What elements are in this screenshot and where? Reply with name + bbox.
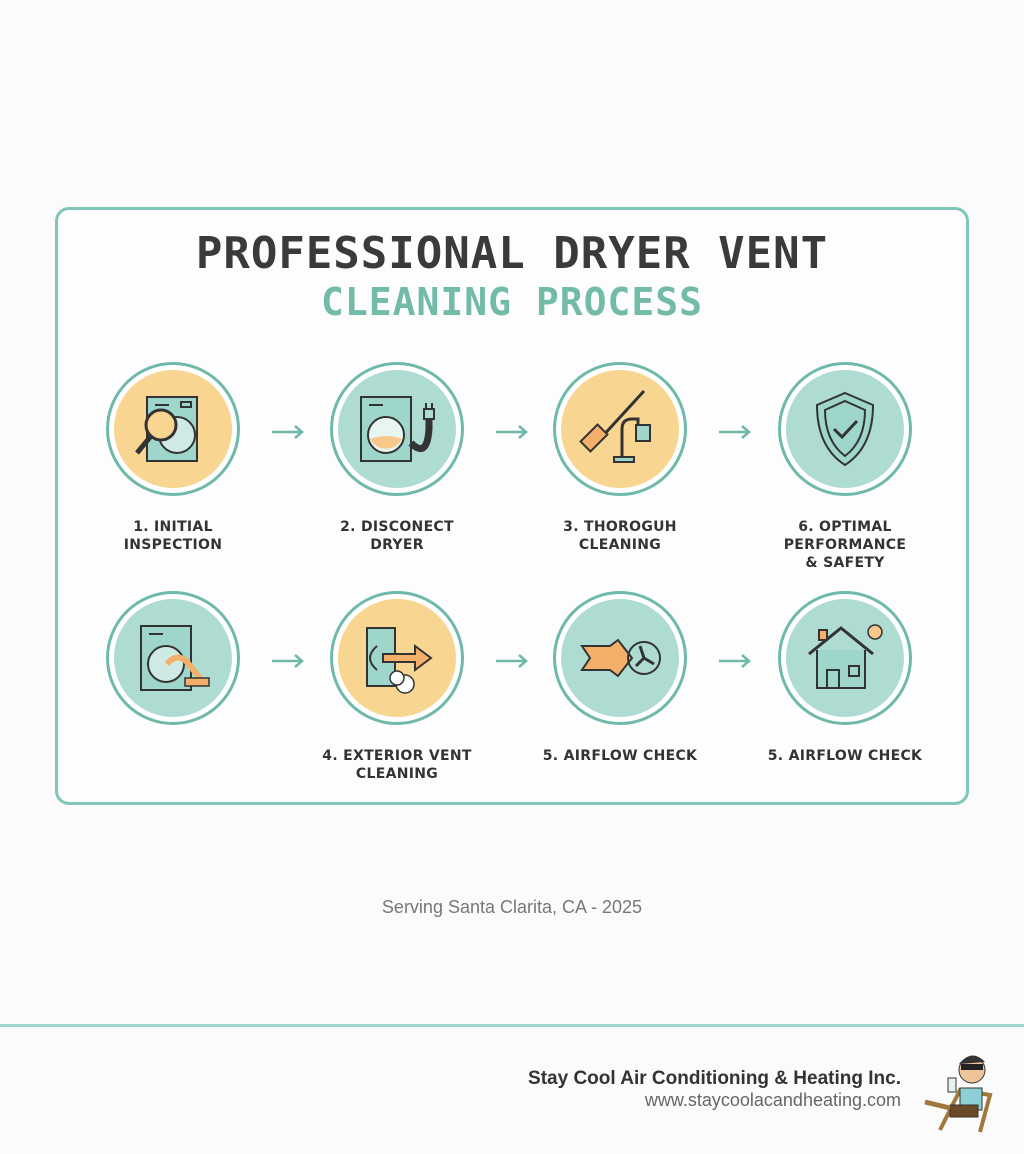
step-label (297, 747, 497, 783)
serving-text: Serving Santa Clarita, CA - 2025 (381, 897, 643, 917)
step-circle (106, 362, 240, 496)
step-label-line: PERFORMANCE (783, 537, 907, 553)
step-circle-fill (786, 599, 904, 717)
step-circle-fill (338, 370, 456, 488)
step-8 (745, 591, 945, 765)
step-label (745, 518, 945, 572)
company-url[interactable]: www.staycoolacandheating.com (644, 1090, 901, 1110)
company-info (528, 1068, 901, 1111)
dryer-brush-icon (123, 608, 223, 708)
step-label (520, 518, 720, 554)
step-circle (330, 362, 464, 496)
house-sun-icon (795, 608, 895, 708)
step-label-line: 6. OPTIMAL (798, 519, 892, 535)
step-circle-fill (561, 370, 679, 488)
step-circle (778, 362, 912, 496)
step-3 (520, 362, 720, 554)
step-7 (520, 591, 720, 765)
step-label-line: INSPECTION (123, 537, 223, 553)
shield-check-icon (795, 379, 895, 479)
title-line-1: PROFESSIONAL DRYER VENT (195, 228, 829, 279)
step-4 (745, 362, 945, 572)
step-5 (73, 591, 273, 747)
step-label-line: 5. AIRFLOW CHECK (767, 748, 923, 764)
step-label-line: 3. THOROGUH (563, 519, 677, 535)
step-circle (553, 362, 687, 496)
step-label-line: 2. DISCONECT (340, 519, 454, 535)
step-1 (73, 362, 273, 554)
title-line-2: CLEANING PROCESS (320, 280, 704, 324)
step-circle (778, 591, 912, 725)
brush-vacuum-icon (570, 379, 670, 479)
step-label-line: 5. AIRFLOW CHECK (542, 748, 698, 764)
step-label (297, 518, 497, 554)
step-label (745, 747, 945, 765)
mascot-logo-icon (920, 1050, 1000, 1134)
step-circle-fill (338, 599, 456, 717)
airflow-fan-icon (570, 608, 670, 708)
step-circle-fill (786, 370, 904, 488)
step-label-line: 4. EXTERIOR VENT (322, 748, 472, 764)
step-circle-fill (114, 370, 232, 488)
step-2 (297, 362, 497, 554)
step-label (73, 518, 273, 554)
step-circle (106, 591, 240, 725)
step-circle-fill (114, 599, 232, 717)
exterior-vent-icon (347, 608, 447, 708)
step-circle-fill (561, 599, 679, 717)
step-label (520, 747, 720, 765)
step-6 (297, 591, 497, 783)
step-label-line: CLEANING (355, 766, 439, 782)
company-name: Stay Cool Air Conditioning & Heating Inc. (528, 1068, 901, 1089)
step-label-line: 1. INITIAL (133, 519, 213, 535)
step-label-line: & SAFETY (805, 555, 885, 571)
magnifier-washer-icon (123, 379, 223, 479)
step-circle (553, 591, 687, 725)
step-label-line: DRYER (370, 537, 424, 553)
step-circle (330, 591, 464, 725)
footer-divider (0, 1024, 1024, 1027)
step-label-line: CLEANING (578, 537, 662, 553)
dryer-plug-icon (347, 379, 447, 479)
